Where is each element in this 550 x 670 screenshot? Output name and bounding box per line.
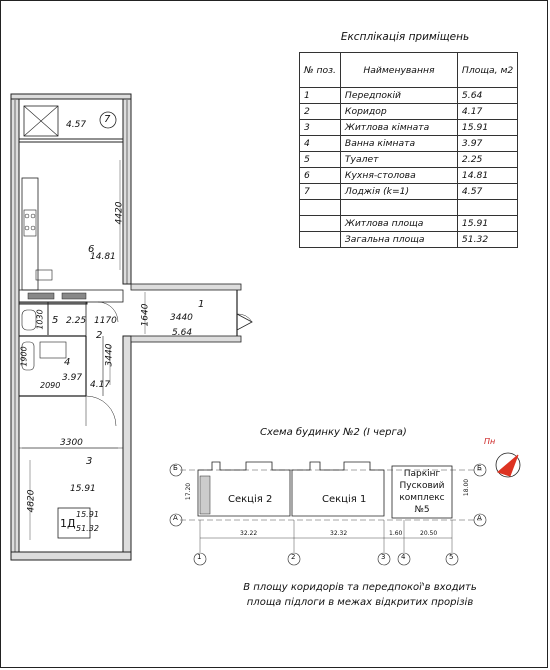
side-dim-2: 18.00: [463, 478, 471, 497]
bath-dim-w: 2090: [40, 381, 61, 390]
loggia-number: 7: [104, 114, 111, 125]
footnote: [210, 580, 510, 610]
row-name: Туалет: [340, 152, 457, 168]
hall-dim-h: 1640: [140, 303, 151, 327]
parking-label: Паркінг Пусковий комплекс №5: [399, 469, 445, 515]
apartment-type: 1Д: [60, 517, 76, 530]
hall-number: 1: [198, 299, 205, 310]
axis-b-left: Б: [173, 464, 178, 472]
row-name: Передпокій: [340, 88, 457, 104]
row-name: Житлова кімната: [340, 120, 457, 136]
axis-4: 4: [401, 553, 406, 561]
row-no: 1: [300, 88, 341, 104]
hall-dim-w: 3440: [170, 313, 193, 323]
apartment-total: 51.32: [76, 524, 99, 533]
axis-2: 2: [291, 553, 296, 561]
dim-3: 1.60: [389, 530, 403, 537]
bath-number: 4: [64, 357, 71, 368]
room-dim-h: 4820: [26, 489, 37, 513]
header-area: Площа, м2: [457, 53, 517, 88]
axis-5: 5: [449, 553, 454, 561]
row-area: 4.17: [457, 104, 517, 120]
axis-b-right: Б: [477, 464, 482, 472]
row-area: 3.97: [457, 136, 517, 152]
total-area-label: Загальна площа: [340, 232, 457, 248]
footnote-line-2: площа підлоги в межах відкритих прорізів: [246, 597, 474, 608]
table-title: Експлікація приміщень: [340, 31, 470, 43]
bath-dim-h: 1900: [19, 346, 29, 367]
loggia-area: 4.57: [66, 120, 87, 130]
dim-2: 32.32: [330, 530, 348, 537]
row-no: 3: [300, 120, 341, 136]
wc-dim: 1030: [35, 309, 45, 330]
row-name: Кухня-столова: [340, 168, 457, 184]
row-name: Лоджія (k=1): [340, 184, 457, 200]
corridor-area: 4.17: [90, 380, 111, 390]
axis-a-right: А: [477, 514, 482, 522]
corridor-dim-w: 1170: [94, 316, 117, 326]
living-area-label: Житлова площа: [340, 216, 457, 232]
total-area-value: 51.32: [457, 232, 517, 248]
row-no: 7: [300, 184, 341, 200]
row-area: 15.91: [457, 120, 517, 136]
room-dim-w: 3300: [60, 438, 83, 448]
north-label: Пн: [484, 437, 496, 446]
row-area: 2.25: [457, 152, 517, 168]
row-area: 5.64: [457, 88, 517, 104]
wc-number: 5: [52, 315, 59, 326]
side-dim-1: 17.20: [185, 482, 193, 501]
hall-area: 5.64: [172, 328, 193, 338]
axis-1: 1: [197, 553, 202, 561]
row-no: 5: [300, 152, 341, 168]
apartment-living: 15.91: [76, 510, 99, 519]
room-number: 3: [86, 456, 93, 467]
schema-title: Схема будинку №2 (I черга): [260, 427, 407, 438]
row-no: 2: [300, 104, 341, 120]
axis-a-left: А: [173, 514, 178, 522]
corridor-number: 2: [96, 330, 103, 341]
row-area: 14.81: [457, 168, 517, 184]
section-2-label: Секція 2: [228, 494, 273, 505]
row-no: 6: [300, 168, 341, 184]
dim-4: 20.50: [420, 530, 438, 537]
dim-1: 32.22: [240, 530, 258, 537]
axis-3: 3: [381, 553, 386, 561]
corridor-dim-h: 3440: [104, 343, 115, 367]
room-area: 15.91: [70, 484, 96, 494]
bath-area: 3.97: [62, 373, 83, 383]
kitchen-dim: 4420: [114, 201, 125, 225]
kitchen-area: 14.81: [90, 252, 116, 262]
header-no: № поз.: [300, 53, 341, 88]
row-area: 4.57: [457, 184, 517, 200]
footnote-line-1: В площу коридорів та передпокої'в входить: [243, 582, 477, 593]
row-name: Коридор: [340, 104, 457, 120]
section-1-label: Секція 1: [322, 494, 367, 505]
row-name: Ванна кімната: [340, 136, 457, 152]
kitchen-number: 6: [88, 244, 95, 255]
header-name: Найменування: [340, 53, 457, 88]
living-area-value: 15.91: [457, 216, 517, 232]
wc-area: 2.25: [66, 316, 87, 326]
row-no: 4: [300, 136, 341, 152]
